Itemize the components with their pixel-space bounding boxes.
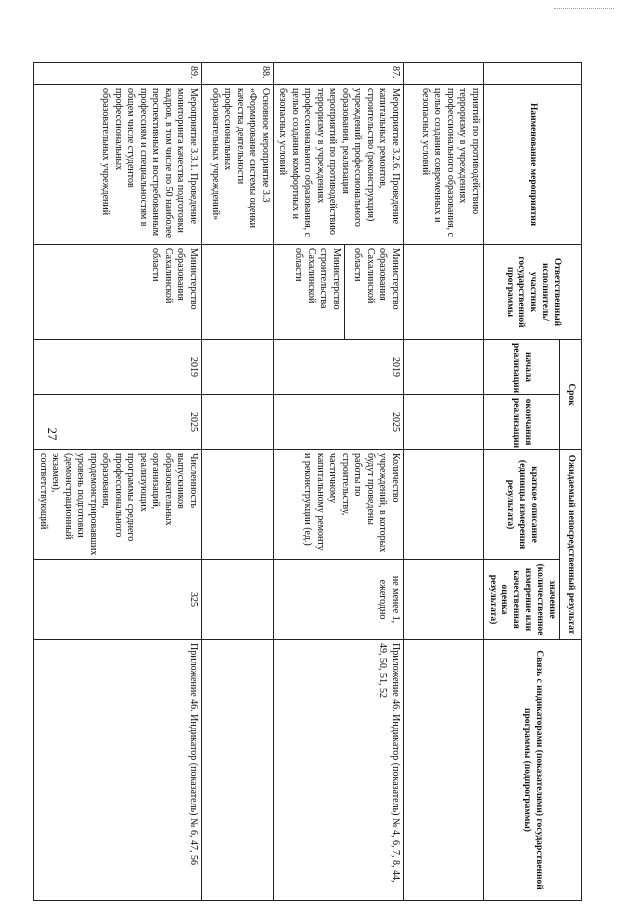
header-result-value: значение (количественное измерение или качественная оценка результата) <box>483 560 559 640</box>
header-term-end: окончания реализации <box>483 395 559 450</box>
row-link <box>403 640 483 901</box>
header-link: Связь с индикаторами (показателями) государственной программы (подпрограммы) <box>483 640 581 901</box>
row-num: 89. <box>34 63 202 85</box>
row-end <box>403 395 483 450</box>
page-number: 27 <box>45 427 60 441</box>
table-row <box>403 63 483 901</box>
row-start <box>201 340 273 395</box>
row-num: 88. <box>201 63 273 85</box>
table-row <box>201 63 273 901</box>
table-row <box>34 63 202 901</box>
row-desc: Численность выпускников образовательных организаций, реализующих программы среднего профессионального образования, продемонстрировавших уровень подготовки (демонстрационный экзамен), соответствующий <box>34 450 202 560</box>
row-link <box>201 640 273 901</box>
row-responsible: Министерство образования Сахалинской области <box>352 248 401 310</box>
row-start: 2019 <box>273 340 403 395</box>
row-desc <box>201 450 273 560</box>
row-name: приятий по противодействию терроризму в учреждениях профессионального образования, с целью создания современных и безопасных условий <box>403 85 483 245</box>
row-end: 2025 <box>34 395 202 450</box>
row-link: Приложение 46. Индикатор (показатель) № 6, 47, 56 <box>34 640 202 901</box>
row-desc <box>403 450 483 560</box>
row-link: Приложение 46. Индикатор (показатель) № 4, 6, 7, 8, 44, 49, 50, 51, 52 <box>273 640 403 901</box>
row-value: не менее 1, ежегодно <box>273 560 403 640</box>
header-term: Срок <box>560 340 582 450</box>
row-responsible: Министерство образования Сахалинской области <box>34 245 202 340</box>
header-result: Ожидаемый непосредственный результат <box>560 450 582 640</box>
row-responsible-cell <box>273 245 403 340</box>
row-start: 2019 <box>34 340 202 395</box>
row-value <box>403 560 483 640</box>
scan-mark <box>554 8 614 9</box>
row-responsible <box>403 245 483 340</box>
row-num <box>403 63 483 85</box>
table-row <box>273 63 403 901</box>
header-responsible: Ответственный исполнитель/участник государственной программы <box>483 245 581 340</box>
row-value: 325 <box>34 560 202 640</box>
row-responsible-secondary: Министерство строительства Сахалинской области <box>292 245 345 339</box>
header-name: Наименование мероприятия <box>483 85 581 245</box>
row-end: 2025 <box>273 395 403 450</box>
row-desc: Количество учреждений, в которых будут проведены работы по строительству, частичному капитальному ремонту и реконструкции (ед.) <box>273 450 403 560</box>
header-num <box>483 63 581 85</box>
row-name: Мероприятие 3.2.6. Проведение капитальных ремонтов, строительство (реконструкция) учреждений профессионального образования, реализация мероприятий по противодействию терроризму в учреждениях профессионального образования, с целью создания комфортных и безопасных условий <box>273 85 403 245</box>
row-num: 87. <box>273 63 403 85</box>
header-term-start: начала реализации <box>483 340 559 395</box>
row-responsible <box>201 245 273 340</box>
row-value <box>201 560 273 640</box>
header-result-desc: краткое описание (единицы измерения результата) <box>483 450 559 560</box>
row-start <box>403 340 483 395</box>
row-name: Основное мероприятие 3.3 «Формирование системы оценки качества деятельности профессиональных образовательных учреждений» <box>201 85 273 245</box>
row-name: Мероприятие 3.3.1. Проведение мониторинга качества подготовки кадров, в том числе по 50 наиболее перспективным и востребованным профессиям и специальностям в общем числе студентов профессиональных образовательных учреждений <box>34 85 202 245</box>
activities-table <box>33 62 582 901</box>
row-end <box>201 395 273 450</box>
